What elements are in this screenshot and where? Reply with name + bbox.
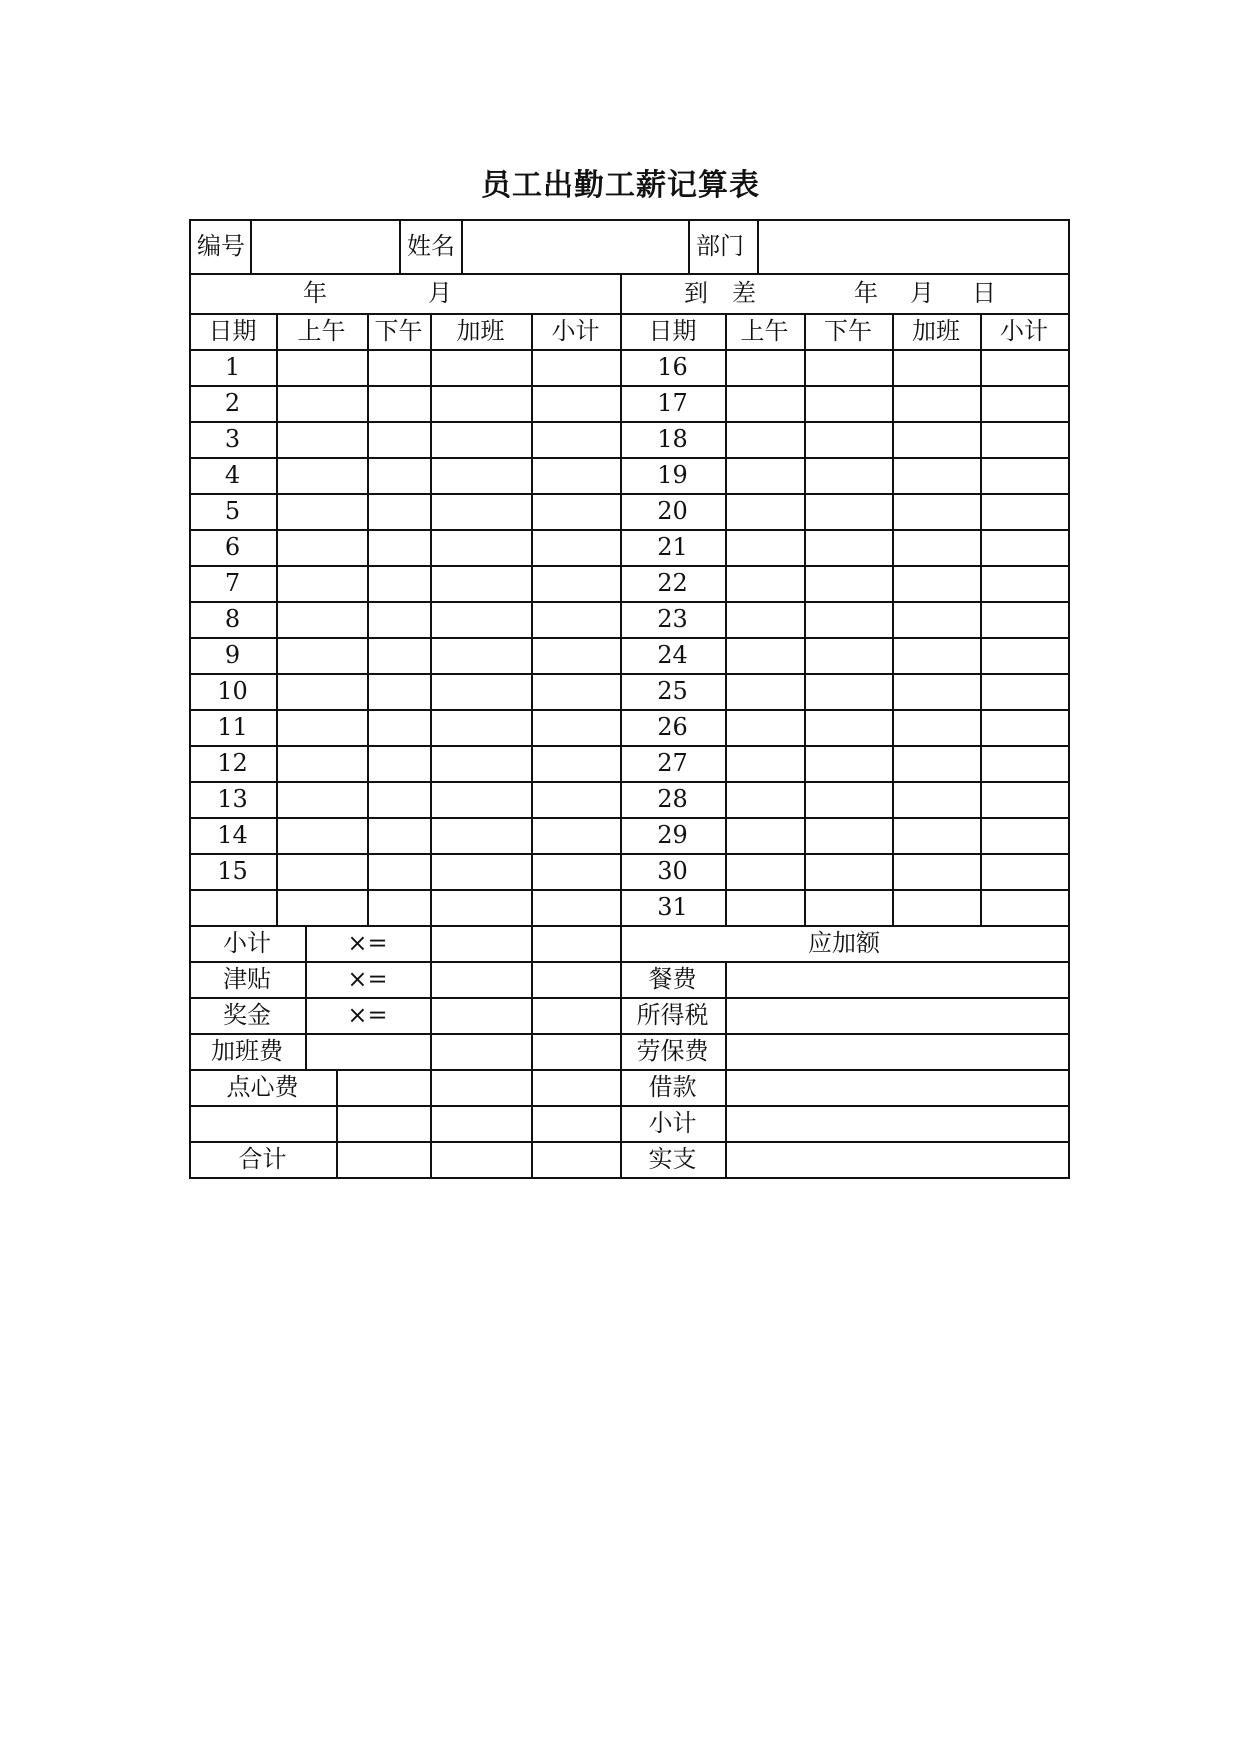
day-number: 22 <box>657 569 688 597</box>
day-number: 13 <box>217 785 248 813</box>
table-rule <box>336 1069 338 1179</box>
column-header-left: 小计 <box>551 317 600 345</box>
labor-insurance-label: 劳保费 <box>636 1037 709 1065</box>
day-number: 24 <box>657 641 688 669</box>
table-rule <box>189 1177 1070 1179</box>
day-number: 10 <box>217 677 248 705</box>
table-rule <box>430 925 432 1179</box>
table-rule <box>276 313 278 927</box>
total-label: 合计 <box>238 1145 287 1173</box>
table-rule <box>367 313 369 927</box>
arrival-label: 到 差 <box>684 279 756 307</box>
column-header-left: 日期 <box>208 317 257 345</box>
snack-fee-label: 点心费 <box>226 1073 299 1101</box>
table-rule <box>892 313 894 927</box>
income-tax-label: 所得税 <box>636 1001 709 1029</box>
meal-fee-label: 餐费 <box>648 965 697 993</box>
day-number: 16 <box>657 353 688 381</box>
table-rule <box>1068 219 1070 1179</box>
subtotal-label: 小计 <box>223 929 271 957</box>
day-number: 28 <box>657 785 688 813</box>
day-number: 29 <box>657 821 688 849</box>
day-number: 1 <box>224 353 241 381</box>
table-rule <box>804 313 806 927</box>
column-header-right: 上午 <box>740 317 789 345</box>
multiply-sign: ×= <box>347 929 388 957</box>
day-number: 31 <box>657 893 688 921</box>
actual-pay-field[interactable] <box>725 1141 1068 1177</box>
day-number: 9 <box>224 641 241 669</box>
loan-field[interactable] <box>725 1069 1068 1105</box>
year-label: 年 <box>303 279 327 307</box>
overtime-fee-label: 加班费 <box>211 1037 283 1065</box>
name-field[interactable] <box>461 219 688 273</box>
allowance-label: 津贴 <box>223 965 271 993</box>
subtotal-field[interactable] <box>725 1105 1068 1141</box>
arrival-month-label: 月 <box>910 279 934 307</box>
day-number: 14 <box>217 821 248 849</box>
table-rule <box>725 313 727 927</box>
day-number: 8 <box>224 605 241 633</box>
meal-fee-field[interactable] <box>725 961 1068 997</box>
arrival-day-label: 日 <box>972 279 996 307</box>
table-rule <box>430 313 432 927</box>
column-header-right: 日期 <box>648 317 697 345</box>
dept-field[interactable] <box>757 219 1068 273</box>
day-number: 3 <box>224 425 241 453</box>
labor-insurance-field[interactable] <box>725 1033 1068 1069</box>
column-header-left: 加班 <box>456 317 505 345</box>
day-number: 25 <box>657 677 688 705</box>
day-number: 15 <box>217 857 248 885</box>
income-tax-field[interactable] <box>725 997 1068 1033</box>
day-number: 5 <box>224 497 241 525</box>
day-number: 11 <box>217 713 248 741</box>
actual-pay-label: 实支 <box>648 1145 697 1173</box>
form-title: 员工出勤工薪记算表 <box>481 168 760 203</box>
day-number: 7 <box>224 569 241 597</box>
column-header-right: 下午 <box>824 317 872 345</box>
dept-label: 部门 <box>696 232 744 260</box>
multiply-sign: ×= <box>347 1001 388 1029</box>
month-label: 月 <box>428 279 452 307</box>
day-number: 21 <box>657 533 688 561</box>
column-header-right: 加班 <box>912 317 960 345</box>
bonus-label: 奖金 <box>223 1001 271 1029</box>
id-label: 编号 <box>197 232 245 260</box>
id-field[interactable] <box>250 219 399 273</box>
arrival-year-label: 年 <box>854 279 878 307</box>
day-number: 6 <box>224 533 241 561</box>
table-rule <box>531 313 533 927</box>
column-header-right: 小计 <box>1000 317 1048 345</box>
day-number: 18 <box>657 425 688 453</box>
day-number: 26 <box>657 713 688 741</box>
subtotal-label: 小计 <box>648 1109 697 1137</box>
day-number: 17 <box>657 389 688 417</box>
table-rule <box>980 313 982 927</box>
day-number: 4 <box>224 461 241 489</box>
column-header-left: 上午 <box>297 317 346 345</box>
day-number: 2 <box>224 389 241 417</box>
day-number: 27 <box>657 749 688 777</box>
loan-label: 借款 <box>648 1073 697 1101</box>
day-number: 20 <box>657 497 688 525</box>
table-rule <box>531 925 533 1179</box>
day-number: 30 <box>657 857 688 885</box>
day-number: 12 <box>217 749 248 777</box>
multiply-sign: ×= <box>347 965 388 993</box>
column-header-left: 下午 <box>374 317 423 345</box>
name-label: 姓名 <box>407 232 455 260</box>
additions-header: 应加额 <box>808 929 880 957</box>
day-number: 23 <box>657 605 688 633</box>
day-number: 19 <box>657 461 688 489</box>
